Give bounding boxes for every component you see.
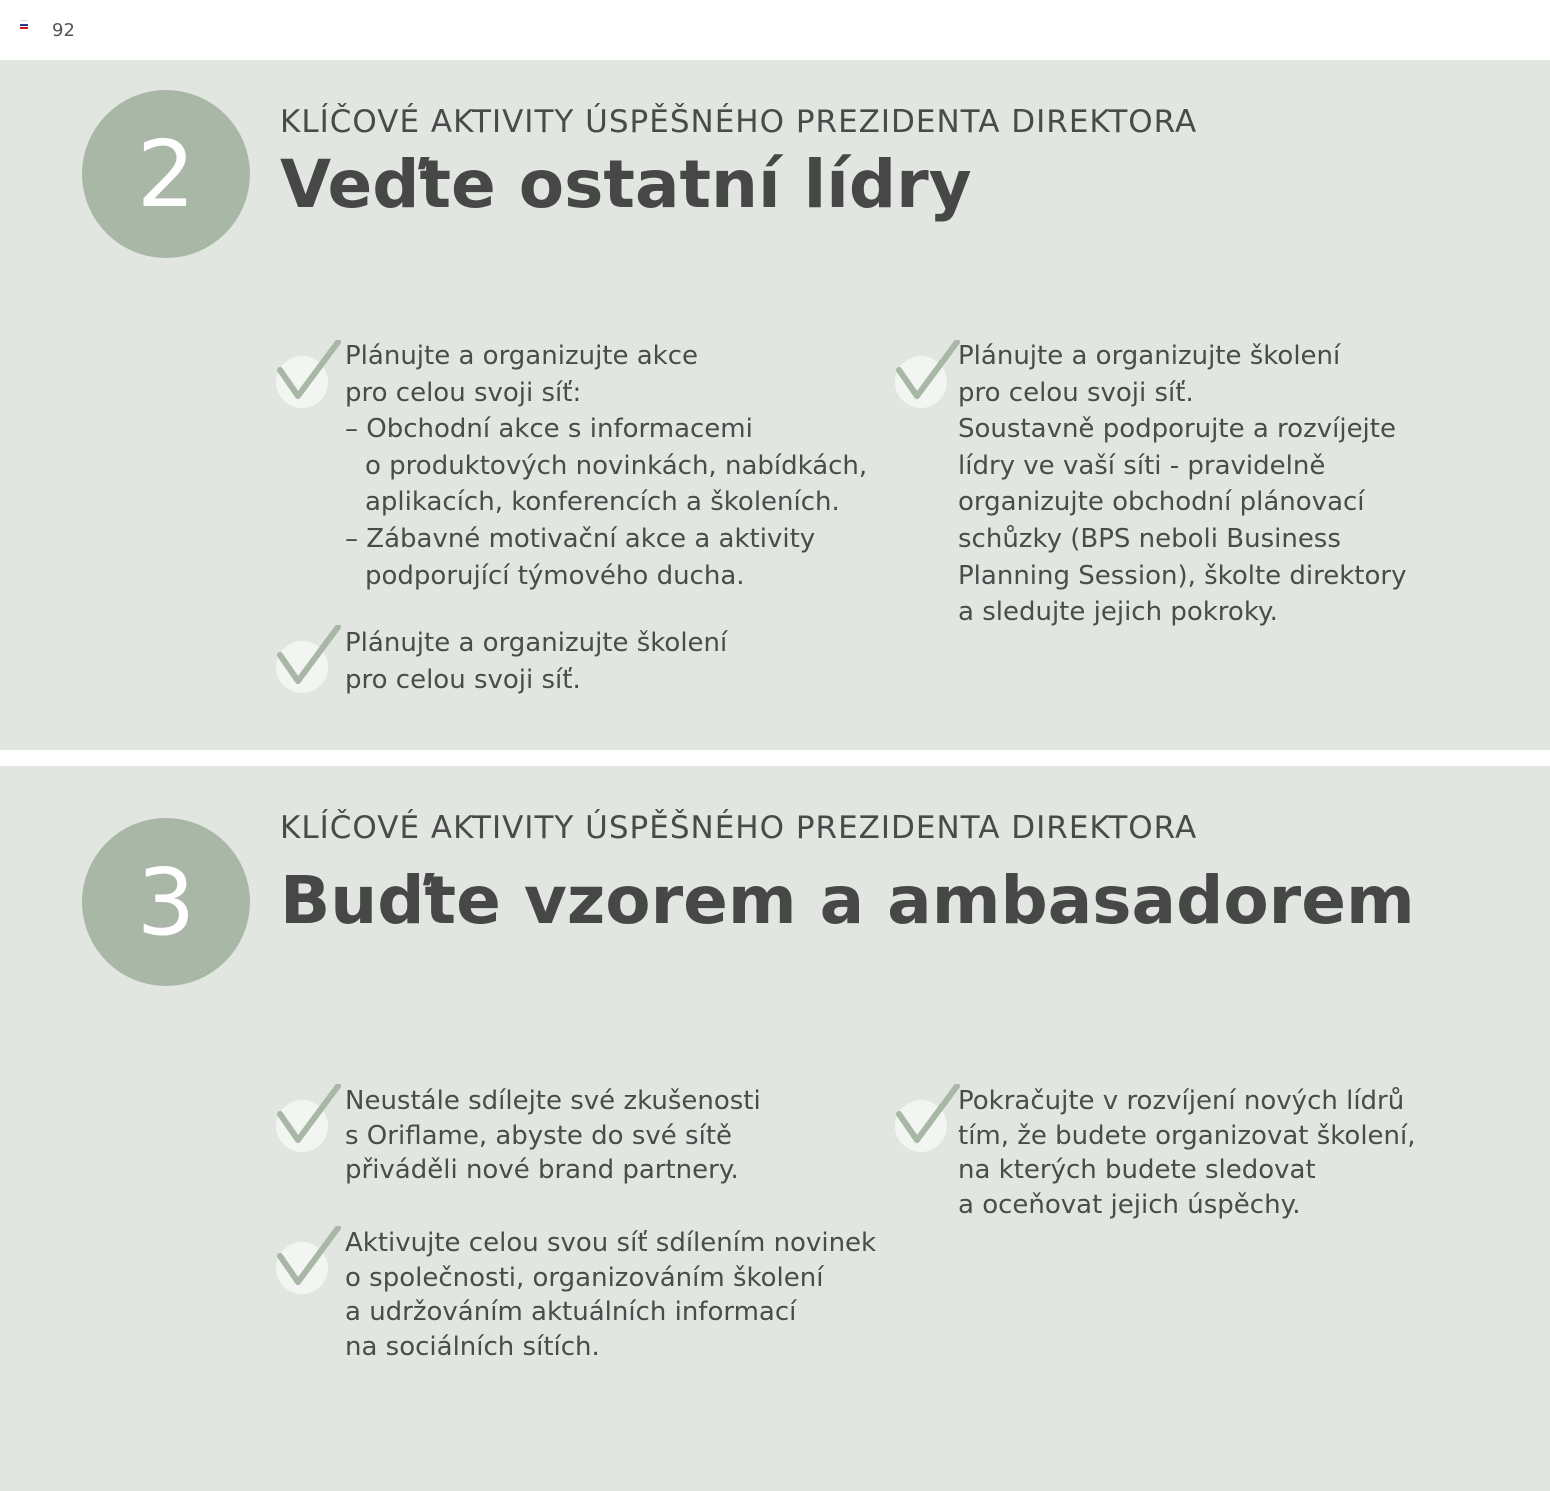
item-line: a udržováním aktuálních informací [345, 1297, 797, 1327]
item-line: a sledujte jejich pokroky. [958, 597, 1278, 628]
item-line: pro celou svoji síť. [345, 664, 581, 695]
section-lead-leaders [0, 60, 1550, 750]
section-kicker: KLÍČOVÉ AKTIVITY ÚSPĚŠNÉHO PREZIDENTA DIREKTORA [280, 810, 1198, 846]
section-role-model [0, 766, 1550, 1491]
check-icon [276, 1226, 342, 1290]
item-line: Neustále sdílejte své zkušenosti [345, 1086, 761, 1116]
item-line: Planning Session), školte direktory [958, 560, 1407, 591]
item-line: Aktivujte celou svou síť sdílením novinek [345, 1228, 877, 1258]
item-line: s Oriflame, abyste do své sítě [345, 1120, 733, 1151]
item-line: a oceňovat jejich úspěchy. [958, 1189, 1301, 1220]
item-line: schůzky (BPS neboli Business [958, 523, 1341, 554]
check-icon [895, 1084, 961, 1148]
item-line: – Zábavné motivační akce a aktivity [345, 523, 816, 554]
flag-icon [20, 20, 28, 27]
section-number-badge: 2 [82, 90, 250, 258]
item-line: Plánujte a organizujte školení [958, 341, 1341, 371]
section-kicker: KLÍČOVÉ AKTIVITY ÚSPĚŠNÉHO PREZIDENTA DIREKTORA [280, 104, 1198, 140]
item-line: Pokračujte v rozvíjení nových lídrů [958, 1086, 1405, 1116]
item-line: přiváděli nové brand partnery. [345, 1155, 739, 1185]
item-line: podporující týmového ducha. [365, 560, 745, 591]
item-line: o společnosti, organizováním školení [345, 1262, 824, 1293]
check-icon [276, 1084, 342, 1148]
item-line: Plánujte a organizujte školení [345, 628, 728, 658]
item-line: lídry ve vaší síti - pravidelně [958, 450, 1326, 481]
check-icon [895, 340, 961, 404]
item-line: na sociálních sítích. [345, 1331, 600, 1362]
item-line: o produktových novinkách, nabídkách, [365, 450, 868, 481]
item-line: Soustavně podporujte a rozvíjejte [958, 414, 1396, 445]
section-title: Buďte vzorem a ambasadorem [280, 862, 1415, 939]
item-line: Plánujte a organizujte akce [345, 341, 699, 371]
check-icon [276, 625, 342, 689]
item-line: – Obchodní akce s informacemi [345, 414, 753, 445]
section-number-badge: 3 [82, 818, 250, 986]
item-line: organizujte obchodní plánovací [958, 487, 1365, 518]
check-icon [276, 340, 342, 404]
section-title: Veďte ostatní lídry [280, 146, 972, 223]
page-number: 92 [52, 20, 75, 41]
page-header [0, 0, 1550, 60]
item-line: tím, že budete organizovat školení, [958, 1120, 1416, 1151]
item-line: pro celou svoji síť. [958, 377, 1194, 408]
item-line: pro celou svoji síť: [345, 377, 582, 408]
item-line: na kterých budete sledovat [958, 1155, 1316, 1185]
item-line: aplikacích, konferencích a školeních. [365, 487, 840, 518]
